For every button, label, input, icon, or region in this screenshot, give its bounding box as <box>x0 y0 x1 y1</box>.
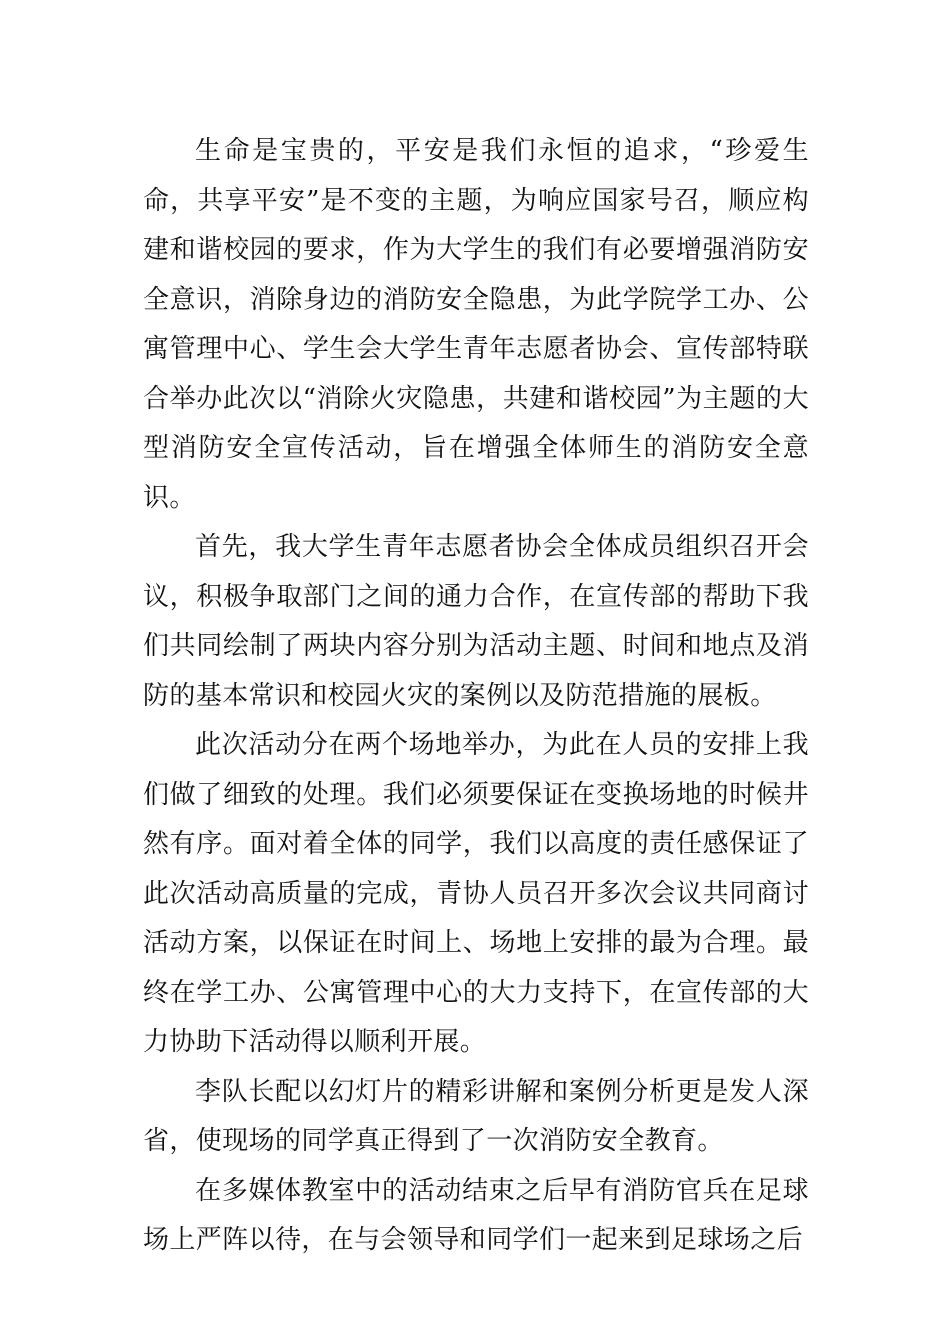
paragraph-drill: 在多媒体教室中的活动结束之后早有消防官兵在足球场上严阵以待，在与会领导和同学们一起来到足球场之后 <box>143 1175 809 1255</box>
paragraph-intro: 生命是宝贵的，平安是我们永恒的追求，“珍爱生命，共享平安”是不变的主题，为响应国家号召，顺应构建和谐校园的要求，作为大学生的我们有必要增强消防安全意识，消除身边的消防安全隐患，为此学院学工办、公寓管理中心、学生会大学生青年志愿者协会、宣传部特联合举办此次以“消除火灾隐患，共建和谐校园”为主题的大型消防安全宣传活动，旨在增强全体师生的消防安全意识。 <box>143 136 809 513</box>
paragraph-preparation: 首先，我大学生青年志愿者协会全体成员组织召开会议，积极争取部门之间的通力合作，在宣传部的帮助下我们共同绘制了两块内容分别为活动主题、时间和地点及消防的基本常识和校园火灾的案例以及防范措施的展板。 <box>143 532 809 711</box>
paragraph-lecture: 李队长配以幻灯片的精彩讲解和案例分析更是发人深省，使现场的同学真正得到了一次消防安全教育。 <box>143 1076 809 1156</box>
document-body <box>143 127 809 1266</box>
paragraph-arrangement: 此次活动分在两个场地举办，为此在人员的安排上我们做了细致的处理。我们必须要保证在变换场地的时候井然有序。面对着全体的同学，我们以高度的责任感保证了此次活动高质量的完成，青协人员召开多次会议共同商讨活动方案，以保证在时间上、场地上安排的最为合理。最终在学工办、公寓管理中心的大力支持下，在宣传部的大力协助下活动得以顺利开展。 <box>143 730 809 1057</box>
